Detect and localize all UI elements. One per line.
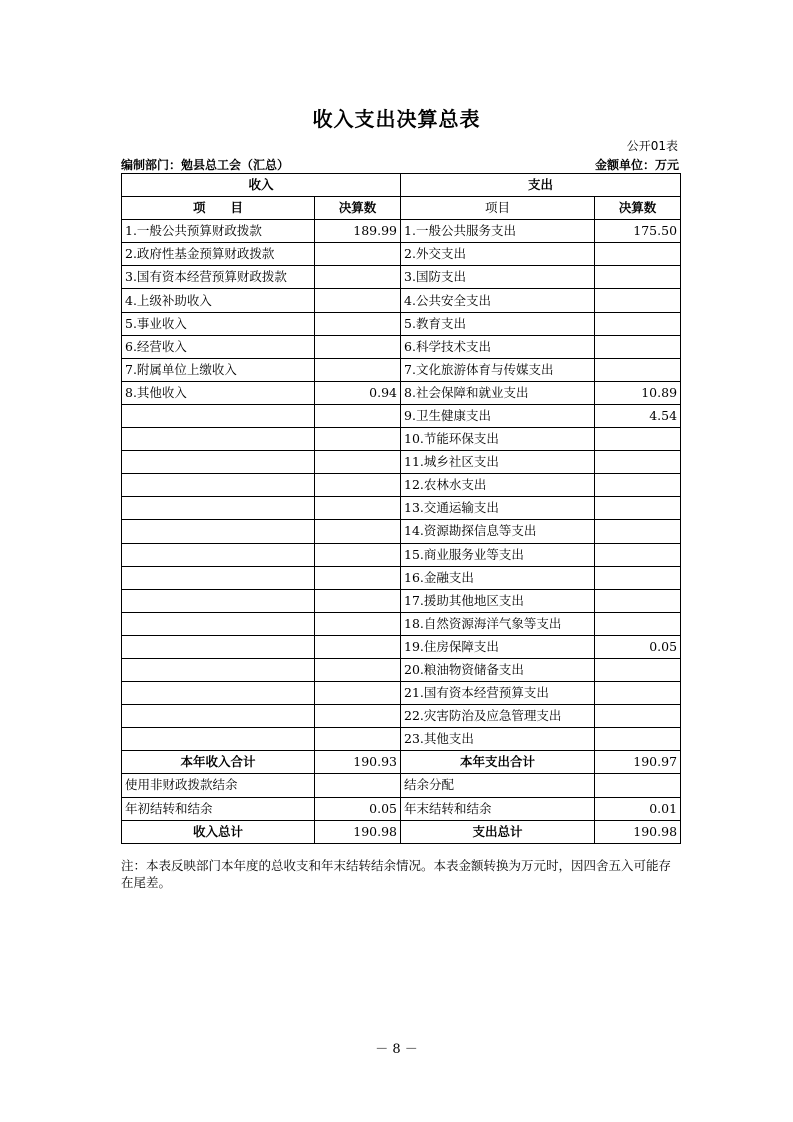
table-row <box>122 312 681 335</box>
expense-item-cell: 15.商业服务业等支出 <box>401 543 595 566</box>
meta-row <box>121 156 679 172</box>
income-amount-cell <box>315 589 401 612</box>
expense-item-cell: 11.城乡社区支出 <box>401 451 595 474</box>
income-item-header: 项 目 <box>122 197 315 220</box>
income-header: 收入 <box>122 174 401 197</box>
expense-item-cell: 19.住房保障支出 <box>401 635 595 658</box>
grand-total-row <box>122 820 681 843</box>
begin-balance-amount: 0.05 <box>315 797 401 820</box>
income-item-cell: 3.国有资本经营预算财政拨款 <box>122 266 315 289</box>
table-row <box>122 404 681 427</box>
expense-item-cell: 12.农林水支出 <box>401 474 595 497</box>
expense-item-cell: 8.社会保障和就业支出 <box>401 381 595 404</box>
expense-amount-header: 决算数 <box>595 197 681 220</box>
expense-item-cell: 4.公共安全支出 <box>401 289 595 312</box>
expense-amount-cell <box>595 335 681 358</box>
expense-amount-cell <box>595 520 681 543</box>
table-row <box>122 728 681 751</box>
table-row <box>122 705 681 728</box>
expense-item-cell: 18.自然资源海洋气象等支出 <box>401 612 595 635</box>
expense-item-cell: 20.粮油物资储备支出 <box>401 658 595 681</box>
income-item-cell <box>122 566 315 589</box>
income-item-cell <box>122 404 315 427</box>
expense-item-cell: 1.一般公共服务支出 <box>401 220 595 243</box>
expense-amount-cell: 0.05 <box>595 635 681 658</box>
unit-label: 金额单位：万元 <box>594 158 679 172</box>
expense-item-cell: 16.金融支出 <box>401 566 595 589</box>
expense-amount-cell <box>595 589 681 612</box>
income-amount-cell <box>315 358 401 381</box>
table-row <box>122 266 681 289</box>
income-expense-table <box>121 173 681 844</box>
department-label: 编制部门：勉县总工会（汇总） <box>121 158 290 172</box>
carryover-row <box>122 797 681 820</box>
expense-amount-cell <box>595 682 681 705</box>
income-amount-cell <box>315 728 401 751</box>
table-row <box>122 220 681 243</box>
expense-item-cell: 6.科学技术支出 <box>401 335 595 358</box>
expense-item-cell: 9.卫生健康支出 <box>401 404 595 427</box>
table-row <box>122 635 681 658</box>
income-item-cell <box>122 474 315 497</box>
header-row-columns <box>122 197 681 220</box>
expense-amount-cell <box>595 289 681 312</box>
table-row <box>122 335 681 358</box>
expense-amount-cell: 4.54 <box>595 404 681 427</box>
income-item-cell: 7.附属单位上缴收入 <box>122 358 315 381</box>
expense-item-header: 项目 <box>401 197 595 220</box>
income-amount-cell <box>315 312 401 335</box>
table-row <box>122 520 681 543</box>
income-item-cell <box>122 543 315 566</box>
end-balance-amount: 0.01 <box>595 797 681 820</box>
income-amount-cell: 0.94 <box>315 381 401 404</box>
income-amount-cell: 189.99 <box>315 220 401 243</box>
income-item-cell <box>122 658 315 681</box>
expense-item-cell: 5.教育支出 <box>401 312 595 335</box>
table-row <box>122 243 681 266</box>
expense-item-cell: 2.外交支出 <box>401 243 595 266</box>
income-year-label: 本年收入合计 <box>122 751 315 774</box>
income-amount-cell <box>315 543 401 566</box>
table-row <box>122 566 681 589</box>
income-item-cell <box>122 520 315 543</box>
expense-item-cell: 21.国有资本经营预算支出 <box>401 682 595 705</box>
expense-amount-cell <box>595 266 681 289</box>
table-row <box>122 589 681 612</box>
expense-amount-cell <box>595 428 681 451</box>
expense-item-cell: 17.援助其他地区支出 <box>401 589 595 612</box>
income-item-cell <box>122 705 315 728</box>
income-amount-cell <box>315 520 401 543</box>
income-amount-cell <box>315 451 401 474</box>
income-amount-cell <box>315 474 401 497</box>
income-item-cell <box>122 728 315 751</box>
table-row <box>122 474 681 497</box>
expense-item-cell: 3.国防支出 <box>401 266 595 289</box>
table-row <box>122 289 681 312</box>
income-amount-cell <box>315 658 401 681</box>
income-amount-cell <box>315 682 401 705</box>
distribution-amount <box>595 774 681 797</box>
table-row <box>122 358 681 381</box>
expense-amount-cell: 175.50 <box>595 220 681 243</box>
income-item-cell <box>122 589 315 612</box>
income-amount-header: 决算数 <box>315 197 401 220</box>
income-amount-cell <box>315 289 401 312</box>
income-item-cell <box>122 451 315 474</box>
income-item-cell <box>122 682 315 705</box>
income-item-cell <box>122 635 315 658</box>
table-row <box>122 381 681 404</box>
expense-amount-cell <box>595 566 681 589</box>
expense-amount-cell <box>595 497 681 520</box>
table-row <box>122 612 681 635</box>
expense-amount-cell <box>595 312 681 335</box>
income-item-cell <box>122 428 315 451</box>
expense-amount-cell: 10.89 <box>595 381 681 404</box>
expense-amount-cell <box>595 705 681 728</box>
expense-total-amount: 190.98 <box>595 820 681 843</box>
footnote: 注：本表反映部门本年度的总收支和年末结转结余情况。本表金额转换为万元时，因四舍五入可能存在尾差。 <box>121 858 672 890</box>
income-total-label: 收入总计 <box>122 820 315 843</box>
expense-year-amount: 190.97 <box>595 751 681 774</box>
expense-amount-cell <box>595 543 681 566</box>
income-amount-cell <box>315 428 401 451</box>
table-row <box>122 543 681 566</box>
expense-header: 支出 <box>401 174 681 197</box>
expense-total-label: 支出总计 <box>401 820 595 843</box>
page-number: － 8 － <box>375 1042 418 1057</box>
expense-item-cell: 22.灾害防治及应急管理支出 <box>401 705 595 728</box>
end-balance-label: 年末结转和结余 <box>401 797 595 820</box>
table-row <box>122 451 681 474</box>
income-item-cell: 5.事业收入 <box>122 312 315 335</box>
begin-balance-label: 年初结转和结余 <box>122 797 315 820</box>
table-row <box>122 428 681 451</box>
income-amount-cell <box>315 612 401 635</box>
expense-item-cell: 23.其他支出 <box>401 728 595 751</box>
expense-item-cell: 7.文化旅游体育与传媒支出 <box>401 358 595 381</box>
header-row-group <box>122 174 681 197</box>
table-row <box>122 682 681 705</box>
expense-item-cell: 10.节能环保支出 <box>401 428 595 451</box>
expense-amount-cell <box>595 243 681 266</box>
expense-amount-cell <box>595 612 681 635</box>
income-amount-cell <box>315 705 401 728</box>
expense-item-cell: 13.交通运输支出 <box>401 497 595 520</box>
income-total-amount: 190.98 <box>315 820 401 843</box>
income-item-cell: 2.政府性基金预算财政拨款 <box>122 243 315 266</box>
distribution-label: 结余分配 <box>401 774 595 797</box>
expense-amount-cell <box>595 358 681 381</box>
expense-amount-cell <box>595 474 681 497</box>
year-total-row <box>122 751 681 774</box>
income-year-amount: 190.93 <box>315 751 401 774</box>
income-amount-cell <box>315 566 401 589</box>
expense-year-label: 本年支出合计 <box>401 751 595 774</box>
income-amount-cell <box>315 243 401 266</box>
nonfiscal-row <box>122 774 681 797</box>
form-number: 公开01表 <box>626 139 678 153</box>
table-row <box>122 658 681 681</box>
income-amount-cell <box>315 497 401 520</box>
income-item-cell <box>122 497 315 520</box>
income-amount-cell <box>315 635 401 658</box>
page-title: 收入支出决算总表 <box>312 107 481 131</box>
expense-amount-cell <box>595 451 681 474</box>
income-item-cell: 8.其他收入 <box>122 381 315 404</box>
income-item-cell: 1.一般公共预算财政拨款 <box>122 220 315 243</box>
income-amount-cell <box>315 404 401 427</box>
expense-amount-cell <box>595 658 681 681</box>
nonfiscal-amount <box>315 774 401 797</box>
expense-item-cell: 14.资源勘探信息等支出 <box>401 520 595 543</box>
table-row <box>122 497 681 520</box>
income-amount-cell <box>315 266 401 289</box>
income-item-cell: 4.上级补助收入 <box>122 289 315 312</box>
nonfiscal-label: 使用非财政拨款结余 <box>122 774 315 797</box>
income-item-cell: 6.经营收入 <box>122 335 315 358</box>
income-item-cell <box>122 612 315 635</box>
expense-amount-cell <box>595 728 681 751</box>
income-amount-cell <box>315 335 401 358</box>
